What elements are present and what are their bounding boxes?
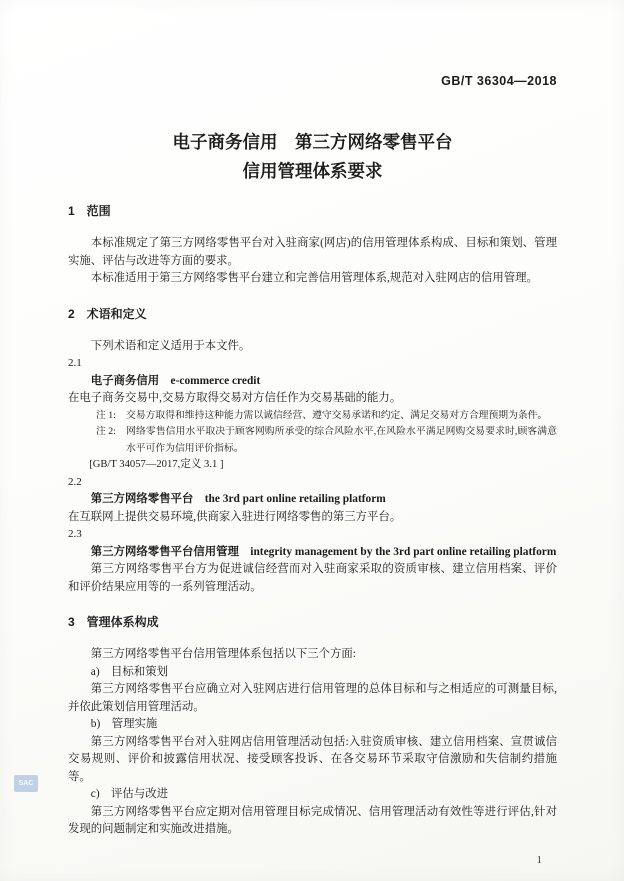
term-2-3-zh: 第三方网络零售平台信用管理 bbox=[90, 545, 239, 558]
term-2-1-definition: 在电子商务交易中,交易方取得交易对方信任作为交易基础的能力。 bbox=[68, 392, 402, 404]
list-item-a-text: 第三方网络零售平台应确立对入驻网店进行信用管理的总体目标和与之相适应的可测量目标,并依此策划信用管理活动。 bbox=[68, 683, 557, 713]
term-2-1-note-2 bbox=[96, 424, 557, 457]
terms-intro: 下列术语和定义适用于本文件。 bbox=[90, 339, 251, 352]
term-2-1-note-1 bbox=[96, 408, 557, 425]
document-title bbox=[68, 128, 557, 186]
term-2-3-en: integrity management by the 3rd part online retailing platform bbox=[250, 545, 557, 558]
term-2-2-zh: 第三方网络零售平台 bbox=[90, 493, 194, 505]
list-item-c-label: c) 评估与改进 bbox=[90, 788, 168, 800]
term-2-3-title bbox=[68, 544, 557, 562]
list-item-b-label: b) 管理实施 bbox=[90, 718, 158, 730]
term-2-1-zh: 电子商务信用 bbox=[90, 374, 160, 387]
section-2-body bbox=[68, 338, 557, 597]
list-item-b-text: 第三方网络零售平台对入驻网店信用管理活动包括:入驻资质审核、建立信用档案、宣贯诚信交易规则、评价和披露信用状况、接受顾客投诉、在各交易环节采取守信激励和失信制约措施等。 bbox=[68, 735, 557, 783]
term-2-3-definition: 第三方网络零售平台方为促进诚信经营而对入驻商家采取的资质审核、建立信用档案、评价和评价结果应用等的一系列管理活动。 bbox=[68, 563, 557, 593]
note-2-label: 注 2: bbox=[96, 426, 116, 437]
document-title-line2: 信用管理体系要求 bbox=[242, 161, 383, 181]
list-item-a-label: a) 目标和策划 bbox=[90, 665, 168, 678]
note-1-label: 注 1: bbox=[96, 409, 116, 421]
standard-code: GB/T 36304—2018 bbox=[441, 74, 557, 88]
note-1-text: 交易方取得和维持这种能力需以诚信经营、遵守交易承诺和约定、满足交易对方合理预期为条件。 bbox=[126, 409, 548, 421]
section-1-paragraph-1: 本标准规定了第三方网络零售平台对入驻商家(网店)的信用管理体系构成、目标和策划、管理实施、评估与改进等方面的要求。 bbox=[68, 237, 557, 267]
term-2-2-number: 2.2 bbox=[68, 475, 82, 488]
term-2-2-title bbox=[68, 491, 557, 509]
section-3-intro: 第三方网络零售平台信用管理体系包括以下三个方面: bbox=[90, 648, 356, 660]
section-1-body bbox=[68, 235, 557, 288]
term-2-1-en: e-commerce credit bbox=[170, 374, 261, 387]
section-2-heading: 2 术语和定义 bbox=[68, 306, 147, 321]
section-3-body bbox=[68, 646, 557, 839]
term-2-1-title bbox=[68, 373, 557, 391]
sac-watermark-badge: SAC bbox=[14, 775, 38, 792]
document-title-line1: 电子商务信用 第三方网络零售平台 bbox=[172, 132, 453, 152]
section-1-paragraph-2: 本标准适用于第三方网络零售平台建立和完善信用管理体系,规范对入驻网店的信用管理。 bbox=[90, 272, 538, 284]
list-item-c-text: 第三方网络零售平台应定期对信用管理目标完成情况、信用管理活动有效性等进行评估,针对发现的问题制定和实施改进措施。 bbox=[68, 805, 557, 835]
term-2-2-en: the 3rd part online retailing platform bbox=[204, 493, 386, 505]
section-1-heading: 1 范围 bbox=[68, 204, 111, 218]
term-2-1-number: 2.1 bbox=[68, 357, 82, 369]
note-2-text: 网络零售信用水平取决于顾客网购所承受的综合风险水平,在风险水平满足网购交易要求时,顾客满意水平可作为信用评价指标。 bbox=[126, 426, 557, 454]
page-number: 1 bbox=[536, 853, 542, 866]
term-2-2-definition: 在互联网上提供交易环境,供商家入驻进行网络零售的第三方平台。 bbox=[68, 510, 402, 523]
term-2-1-source-reference: [GB/T 34057—2017,定义 3.1 ] bbox=[89, 459, 224, 470]
section-3-heading: 3 管理体系构成 bbox=[68, 615, 159, 629]
term-2-3-number: 2.3 bbox=[68, 528, 82, 540]
